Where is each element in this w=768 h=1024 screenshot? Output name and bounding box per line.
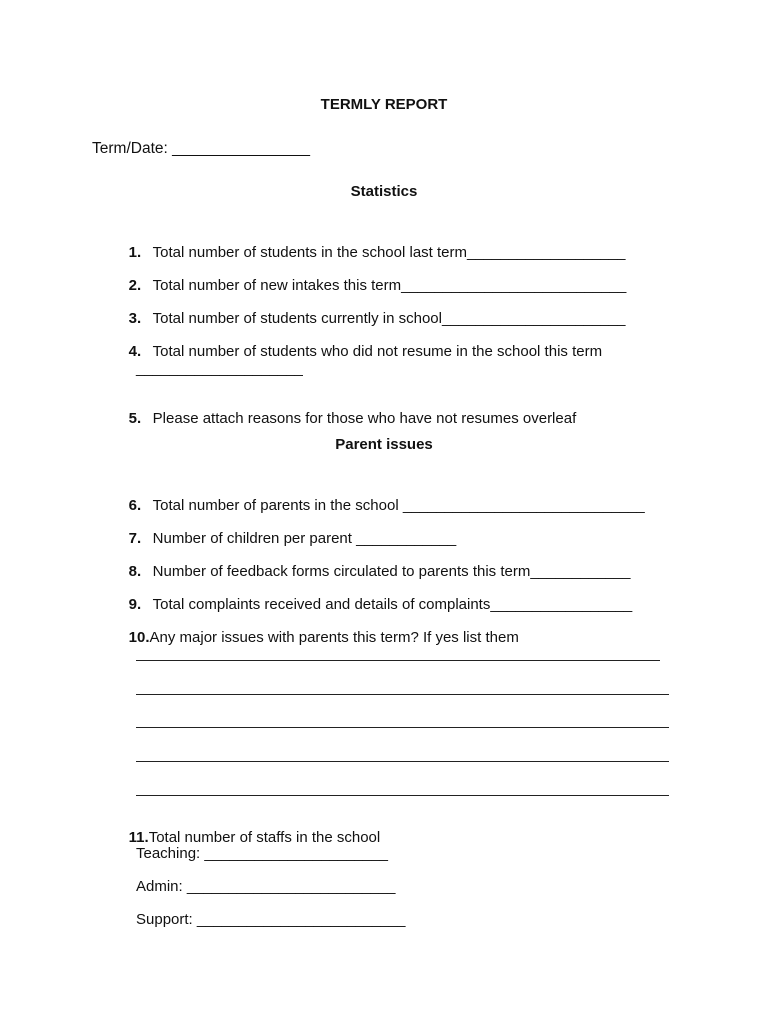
section-heading-parent-issues: Parent issues xyxy=(335,436,433,453)
item-number: 8. xyxy=(128,563,142,580)
item-text: Number of feedback forms circulated to parents this term____________ xyxy=(152,563,631,580)
item-number: 10. xyxy=(128,629,150,646)
item-text: Total number of students who did not resume in the school this term xyxy=(152,343,603,360)
item-text: Please attach reasons for those who have not resumes overleaf xyxy=(152,410,577,427)
page-title: TERMLY REPORT xyxy=(320,96,448,113)
staff-teaching-field: Teaching: ______________________ xyxy=(136,845,388,862)
item-text: Total number of students currently in school______________________ xyxy=(152,310,626,327)
item-text: Total number of students in the school last term___________________ xyxy=(152,244,626,261)
item-number: 4. xyxy=(128,343,142,360)
list-item xyxy=(112,612,519,663)
item-number: 1. xyxy=(128,244,142,261)
answer-line xyxy=(136,727,669,728)
item-text: Total complaints received and details of complaints_________________ xyxy=(152,596,633,613)
answer-line xyxy=(136,694,669,695)
staff-support-field: Support: _________________________ xyxy=(136,911,406,928)
answer-line xyxy=(136,761,669,762)
item-number: 9. xyxy=(128,596,142,613)
item-number: 5. xyxy=(128,410,142,427)
item-text: Total number of parents in the school _____________________________ xyxy=(152,497,645,514)
section-heading-statistics: Statistics xyxy=(350,183,418,200)
item-text: Number of children per parent ____________ xyxy=(152,530,457,547)
answer-line xyxy=(136,660,660,661)
item-answer-line: ____________________ xyxy=(136,360,303,377)
item-number: 11. xyxy=(128,829,149,846)
item-text: Total number of new intakes this term___________________________ xyxy=(152,277,627,294)
item-number: 6. xyxy=(128,497,142,514)
item-number: 7. xyxy=(128,530,142,547)
item-text: Total number of staffs in the school xyxy=(148,829,381,846)
item-number: 2. xyxy=(128,277,142,294)
item-text: Any major issues with parents this term? If yes list them xyxy=(149,629,519,646)
term-date-field: Term/Date: ________________ xyxy=(92,140,311,157)
answer-line xyxy=(136,795,669,796)
item-number: 3. xyxy=(128,310,142,327)
staff-admin-field: Admin: _________________________ xyxy=(136,878,396,895)
